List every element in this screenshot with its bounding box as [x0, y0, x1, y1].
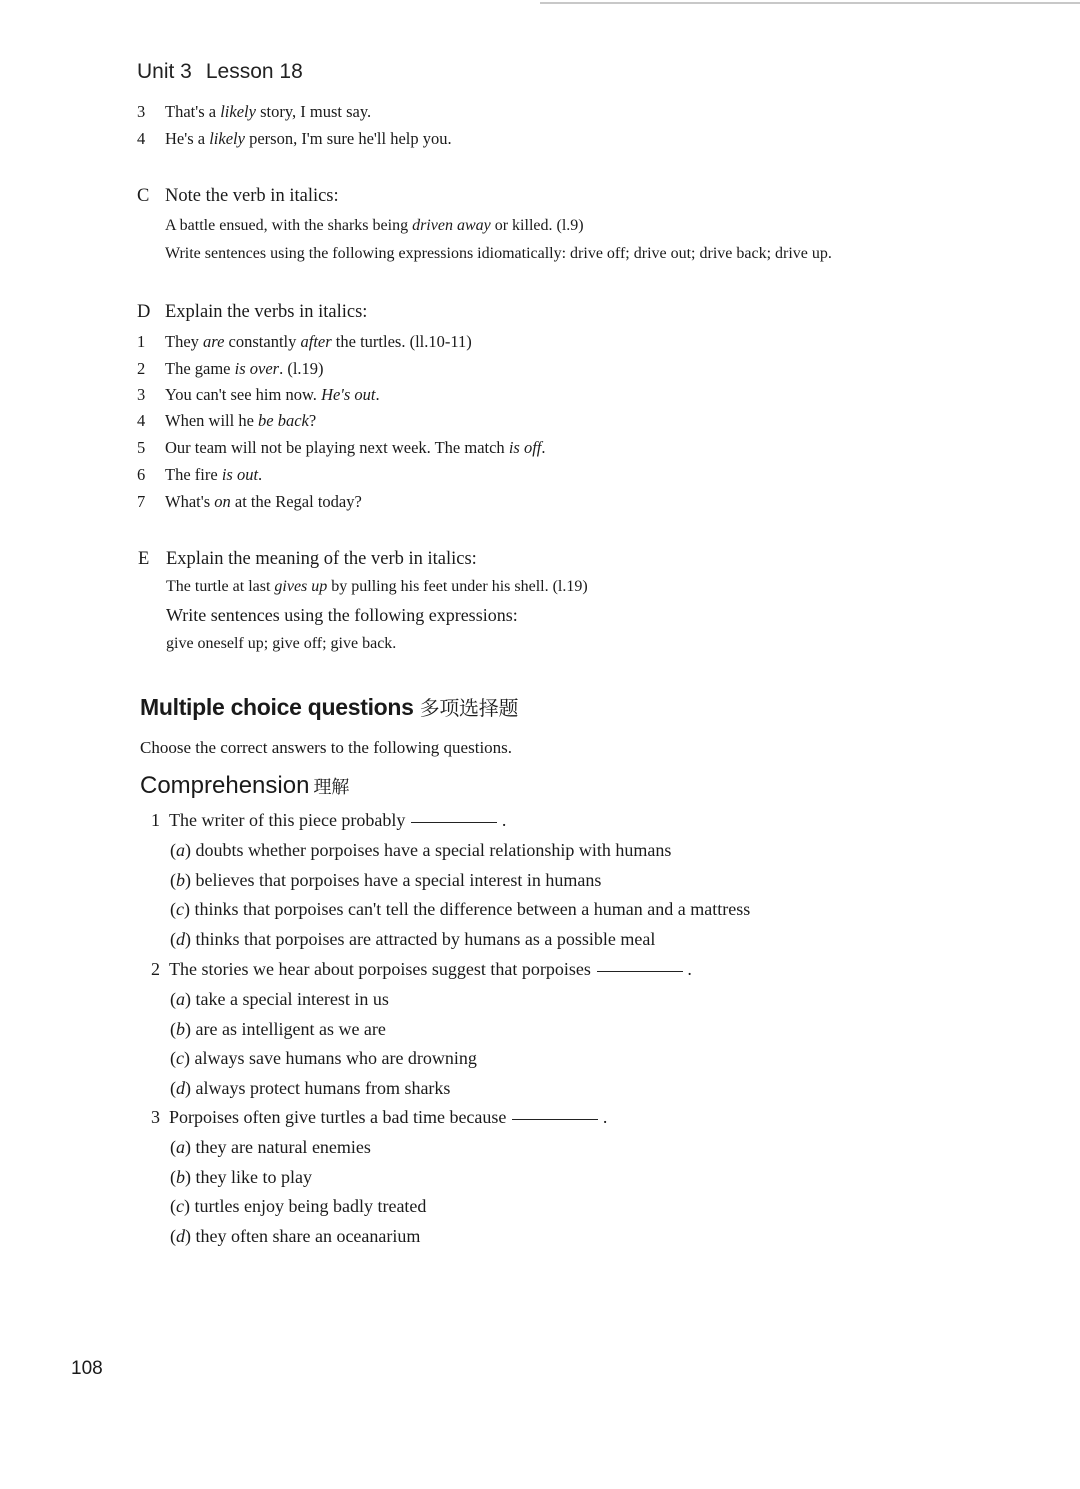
question-3: 3 Porpoises often give turtles a bad time because . — [151, 1107, 608, 1127]
comprehension-heading-cn: 理解 — [313, 777, 350, 798]
d-item-5: 5 Our team will not be playing next week. The match is off. — [137, 438, 546, 457]
section-c-task: Write sentences using the following expressions idiomatically: drive off; drive out; drive back; drive up. — [165, 245, 832, 262]
mcq-instruction: Choose the correct answers to the following questions. — [140, 738, 513, 757]
b-item-4: 4 He's a likely person, I'm sure he'll help you. — [137, 129, 452, 148]
lesson-label: Lesson 18 — [205, 60, 303, 83]
q2-option-c: (c) always save humans who are drowning — [170, 1048, 477, 1068]
section-e-title: E Explain the meaning of the verb in italics: — [138, 549, 477, 569]
answer-blank — [597, 971, 683, 972]
q2-option-d: (d) always protect humans from sharks — [170, 1078, 451, 1098]
question-1: 1 The writer of this piece probably . — [151, 810, 507, 830]
section-d-title: D Explain the verbs in italics: — [137, 302, 368, 322]
page-number: 108 — [71, 1358, 103, 1379]
section-e-example: The turtle at last gives up by pulling his feet under his shell. (l.19) — [166, 578, 588, 595]
d-item-4: 4 When will he be back? — [137, 411, 317, 430]
section-c-title: C Note the verb in italics: — [137, 186, 339, 206]
q1-option-c: (c) thinks that porpoises can't tell the difference between a human and a mattress — [170, 899, 751, 919]
answer-blank — [512, 1119, 598, 1120]
unit-label: Unit 3 — [137, 60, 192, 83]
d-item-3: 3 You can't see him now. He's out. — [137, 385, 380, 404]
q1-option-a: (a) doubts whether porpoises have a special relationship with humans — [170, 840, 672, 860]
q3-option-c: (c) turtles enjoy being badly treated — [170, 1196, 427, 1216]
comprehension-heading: Comprehension 理解 — [140, 772, 350, 799]
b-item-3: 3 That's a likely story, I must say. — [137, 102, 372, 121]
d-item-1: 1 They are constantly after the turtles. (ll.10-11) — [137, 332, 472, 351]
answer-blank — [411, 822, 497, 823]
d-item-6: 6 The fire is out. — [137, 465, 263, 484]
q2-option-a: (a) take a special interest in us — [170, 989, 389, 1009]
section-e-expressions: give oneself up; give off; give back. — [166, 635, 397, 652]
d-item-2: 2 The game is over. (l.19) — [137, 359, 324, 378]
question-2: 2 The stories we hear about porpoises suggest that porpoises . — [151, 959, 692, 979]
d-item-7: 7 What's on at the Regal today? — [137, 492, 362, 511]
q1-option-d: (d) thinks that porpoises are attracted by humans as a possible meal — [170, 929, 656, 949]
mcq-heading-cn: 多项选择题 — [419, 696, 519, 720]
q3-option-a: (a) they are natural enemies — [170, 1137, 371, 1157]
mcq-heading: Multiple choice questions 多项选择题 — [140, 694, 519, 720]
section-c-example: A battle ensued, with the sharks being driven away or killed. (l.9) — [165, 217, 584, 234]
q1-option-b: (b) believes that porpoises have a special interest in humans — [170, 870, 602, 890]
q3-option-b: (b) they like to play — [170, 1167, 312, 1187]
q2-option-b: (b) are as intelligent as we are — [170, 1019, 386, 1039]
page-header — [137, 60, 303, 84]
section-e-task: Write sentences using the following expressions: — [166, 605, 518, 625]
q3-option-d: (d) they often share an oceanarium — [170, 1226, 421, 1246]
